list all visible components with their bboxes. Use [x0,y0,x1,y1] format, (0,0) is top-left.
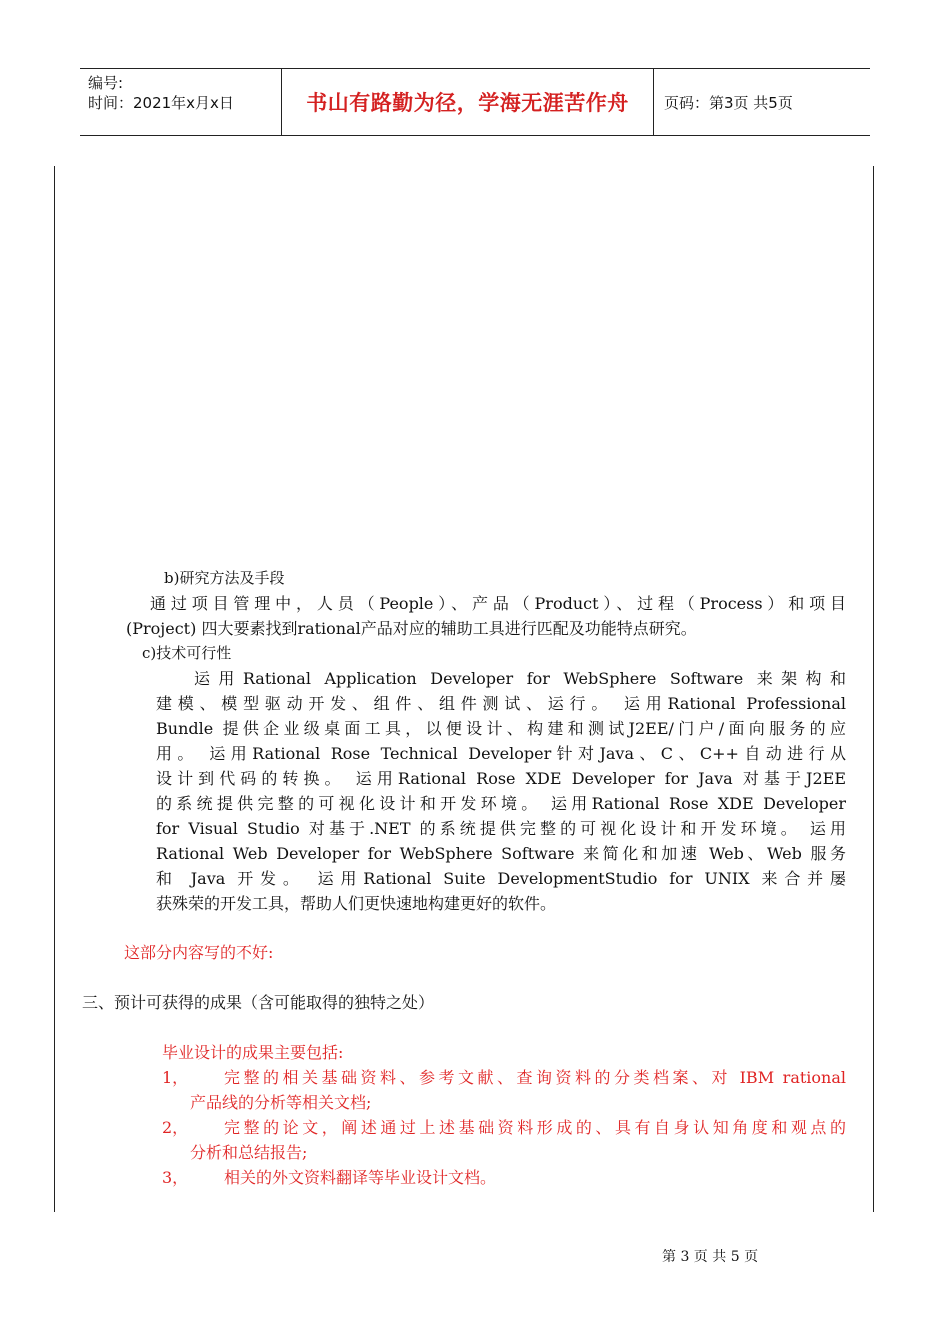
section-c-line: 运用Rational Application Developer for WebSphere Software 来架构和 [194,669,846,688]
outcome-line: 相关的外文资料翻译等毕业设计文档。 [224,1168,497,1187]
page-footer: 第 3 页 共 5 页 [662,1249,759,1265]
outcome-line: 完整的相关基础资料、参考文献、查询资料的分类档案、对 IBM rational [224,1068,846,1087]
outcome-number: 1， [162,1068,189,1087]
page-header [80,68,870,136]
section-c-line: 的系统提供完整的可视化设计和开发环境。 运用Rational Rose XDE Developer [156,794,846,813]
header-meta [80,69,282,135]
section-3-heading: 三、预计可获得的成果（含可能取得的独特之处） [82,993,435,1012]
section-c-line: 建模、模型驱动开发、组件、组件测试、运行。 运用Rational Professional [156,694,846,713]
section-c-line: Rational Web Developer for WebSphere Software 来简化和加速 Web、Web 服务 [156,844,846,863]
section-b-line: (Project) 四大要素找到rational产品对应的辅助工具进行匹配及功能特点研究。 [126,619,697,638]
section-c-line: for Visual Studio 对基于.NET 的系统提供完整的可视化设计和开发环境。 运用 [156,819,846,838]
outcome-line: 完整的论文，阐述通过上述基础资料形成的、具有自身认知角度和观点的 [224,1118,846,1137]
header-page-label: 页码：第3页 共5页 [664,93,793,112]
section-c-line: 设计到代码的转换。 运用Rational Rose XDE Developer for Java 对基于J2EE [156,769,846,788]
section-c-line: Bundle 提供企业级桌面工具，以便设计、构建和测试J2EE/门户/面向服务的应 [156,719,846,738]
outcome-number: 2， [162,1118,189,1137]
frame-left-border [54,166,55,1212]
section-b-heading: b)研究方法及手段 [164,569,285,587]
header-motto: 书山有路勤为径，学海无涯苦作舟 [282,69,654,135]
review-comment: 这部分内容写的不好: [124,943,274,962]
section-c-heading: c)技术可行性 [142,644,232,662]
outcome-number: 3， [162,1168,189,1187]
outcome-line: 产品线的分析等相关文档; [190,1093,372,1112]
number-label: 编号: [88,74,124,92]
section-c-line: 用。 运用Rational Rose Technical Developer针对Java、C、C++自动进行从 [156,744,846,763]
outcomes-intro: 毕业设计的成果主要包括: [162,1043,344,1062]
section-c-line: 和 Java 开发。 运用Rational Suite DevelopmentStudio for UNIX 来合并屡 [156,869,846,888]
outcome-line: 分析和总结报告; [190,1143,308,1162]
section-b-line: 通过项目管理中，人员（People）、产品（Product）、过程（Process）和项目 [150,594,846,613]
section-c-line: 获殊荣的开发工具，帮助人们更快速地构建更好的软件。 [156,894,557,913]
time-label: 时间：2021年x月x日 [88,94,234,112]
frame-right-border [873,166,874,1212]
